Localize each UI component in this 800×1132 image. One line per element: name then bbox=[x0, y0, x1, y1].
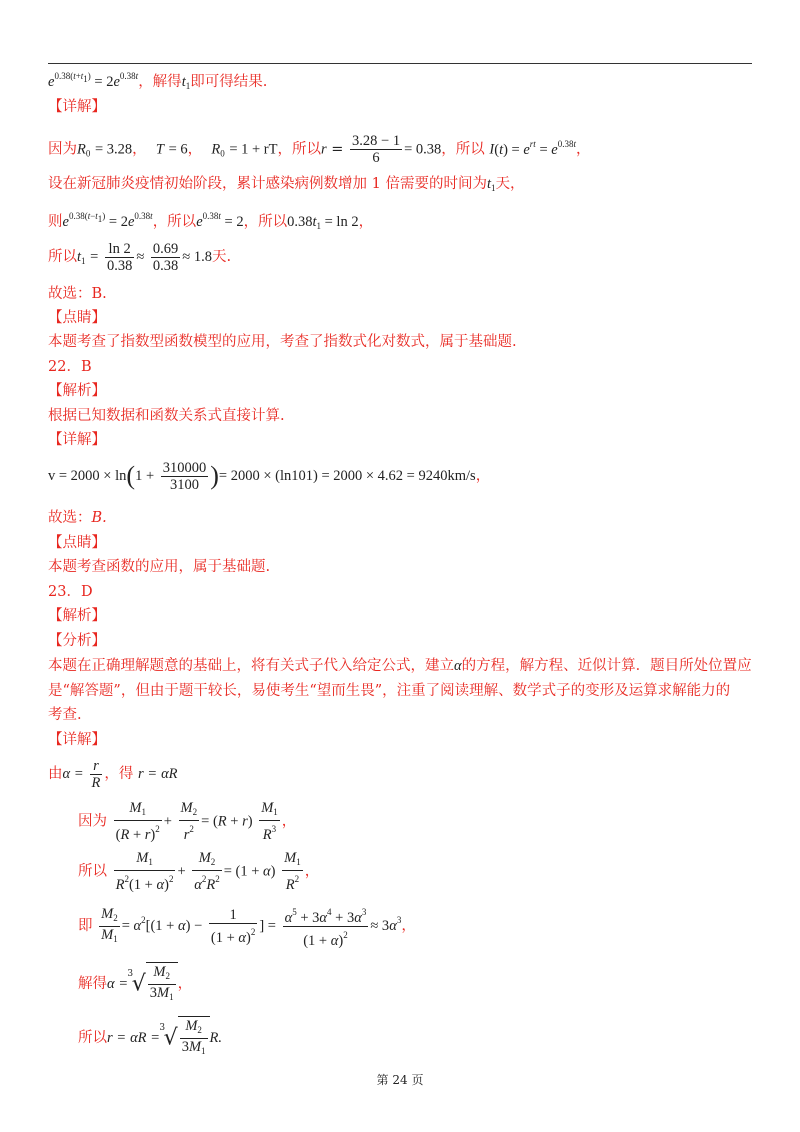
cube-root-final: √ $\frac{M_2}{3M_1}$ bbox=[164, 1016, 210, 1061]
fraction-ln2: $\frac{\ln 2}{0.38}$ bbox=[106, 240, 133, 274]
velocity-formula: v = 2000 × ln(1 + $\frac{310000}{3100}$ )= 2000 × (ln101) = 2000 × 4.62 = 9240km/s， bbox=[48, 459, 491, 493]
tip-heading-22: 【点睛】 bbox=[48, 535, 106, 551]
line-3: 因为$R_0 = 3.28$， T = 6， $R_0 = 1$ + rT，所以r = $\frac{3.28 - 1}{6}$ = 0.38，所以 $I(t) = e^{rt} = e^{0.38t}$， bbox=[48, 133, 591, 166]
page-number: 第 24 页 bbox=[376, 1073, 424, 1087]
detail-23-step4: 即 $\frac{M_2}{M_1}$ = $\alpha^2[(1 + \alpha)$ − $\frac{1}{(1 + \alpha)^2}$ ] = $\frac{\alpha^5 + 3\alpha^4 + 3\alpha^3}{(1 + \alpha)^2}$ ≈ $3\alpha^3$， bbox=[78, 905, 416, 949]
detail-23-step2: 因为 $\frac{M_1}{(R + r)^2}$ + $\frac{M_2}{r^2}$ = (R + r) $\frac{M_1}{R^3}$ ， bbox=[78, 800, 297, 843]
detail-23-step1: 由α = $\frac{r}{R}$ ，得 r = αR bbox=[48, 757, 178, 791]
detail-23-step5: 解得α =$^3$ √ $\frac{M_2}{3M_1}$ ， bbox=[78, 952, 192, 1007]
question-23-answer: 23．D bbox=[48, 584, 93, 600]
fenxi-text-23-line3: 考查. bbox=[48, 707, 82, 723]
detail-23-step6: 所以r = αR =$^3$ √ $\frac{M_2}{3M_1}$ R. bbox=[78, 1006, 222, 1061]
line-6: 所以$t_1$ = $\frac{\ln 2}{0.38}$ ≈ $\frac{0.69}{0.38}$ ≈ 1.8天. bbox=[48, 240, 232, 274]
detail-heading-22: 【详解】 bbox=[48, 432, 106, 448]
line-1: $e^{0.38(t+t_1)} = 2e^{0.38t}$，解得$t_1$即可得结果. bbox=[48, 71, 268, 91]
fraction-r: $\frac{3.28 - 1}{6}$ bbox=[352, 133, 401, 166]
fraction-velocity: $\frac{310000}{3100}$ bbox=[162, 459, 207, 493]
cube-root: √ $\frac{M_2}{3M_1}$ bbox=[132, 962, 178, 1007]
line-5: 则$e^{0.38(t-t_1)} = 2e^{0.38t}$，所以$e^{0.38t} = 2$，所以$0.38t_1 = \ln 2$， bbox=[48, 211, 374, 231]
fenxi-heading-23: 【分析】 bbox=[48, 633, 106, 649]
question-22-answer: 22．B bbox=[48, 359, 92, 375]
line-4: 设在新冠肺炎疫情初始阶段，累计感染病例数增加 1 倍需要的时间为$t_1$天， bbox=[48, 176, 525, 193]
fenxi-text-23-line2: 是“解答题”，但由于题干较长，易使考生“望而生畏”，注重了阅读理解、数学式子的变形及运算求解能力的 bbox=[48, 683, 731, 699]
detail-heading-1: 【详解】 bbox=[48, 99, 106, 115]
choose-answer-22: 故选：B. bbox=[48, 510, 107, 526]
tip-heading-21: 【点睛】 bbox=[48, 310, 106, 326]
header-rule bbox=[48, 63, 752, 64]
analysis-heading-22: 【解析】 bbox=[48, 383, 106, 399]
fraction-approx: $\frac{0.69}{0.38}$ bbox=[152, 240, 179, 274]
analysis-heading-23: 【解析】 bbox=[48, 608, 106, 624]
tip-text-22: 本题考查函数的应用，属于基础题. bbox=[48, 559, 271, 575]
detail-23-step3: 所以 $\frac{M_1}{R^2(1 + \alpha)^2}$ + $\frac{M_2}{\alpha^2R^2}$ = (1 + α) $\frac{M_1}{R^2}$ ， bbox=[78, 850, 320, 893]
choose-answer-21: 故选：B. bbox=[48, 286, 107, 302]
tip-text-21: 本题考查了指数型函数模型的应用，考查了指数式化对数式，属于基础题. bbox=[48, 334, 517, 350]
analysis-text-22: 根据已知数据和函数关系式直接计算. bbox=[48, 408, 285, 424]
detail-heading-23: 【详解】 bbox=[48, 732, 106, 748]
fenxi-text-23-line1: 本题在正确理解题意的基础上，将有关式子代入给定公式，建立α的方程，解方程、近似计算．题目所处位置应 bbox=[48, 658, 752, 674]
